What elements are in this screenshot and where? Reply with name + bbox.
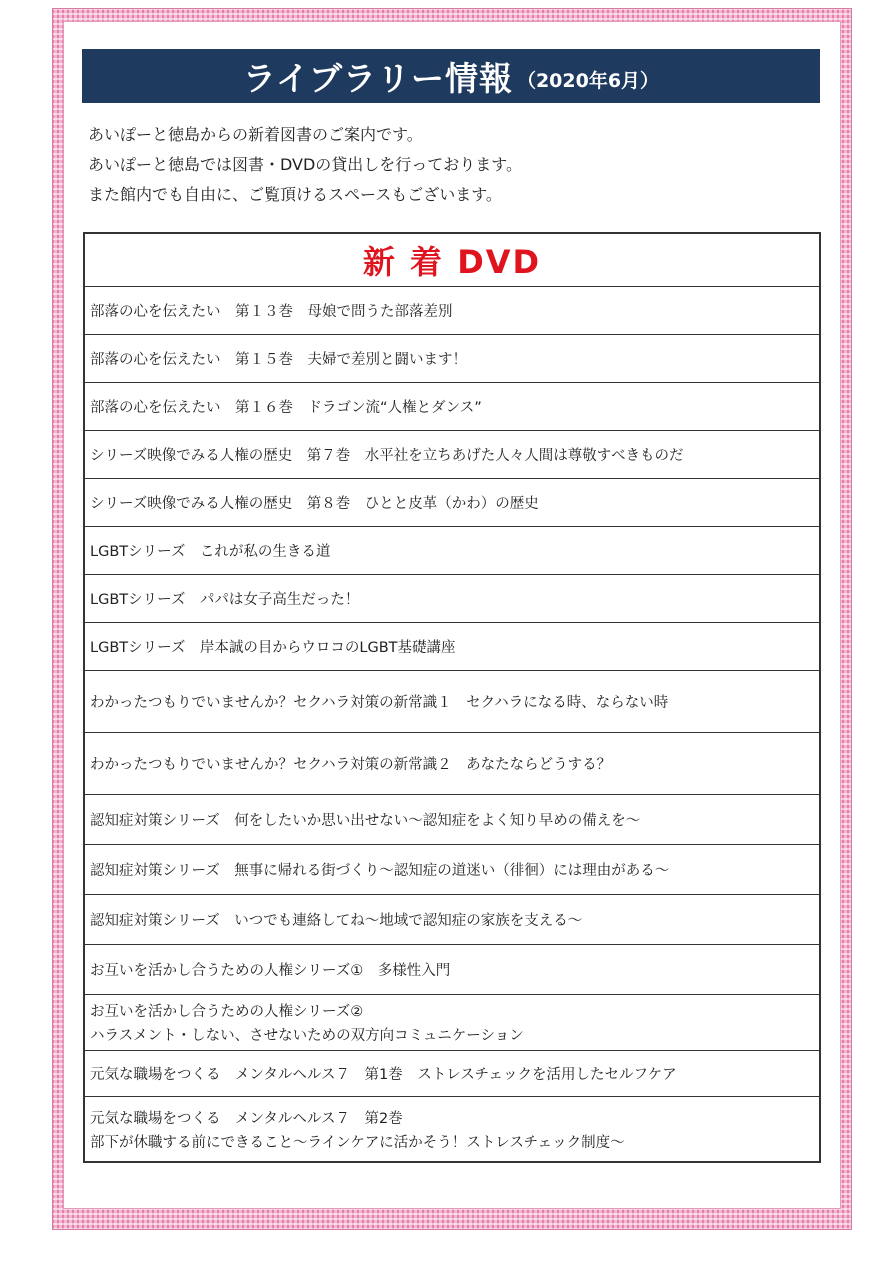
table-row	[85, 733, 819, 795]
table-row	[85, 383, 819, 431]
table-row	[85, 1051, 819, 1097]
dvd-title: わかったつもりでいませんか？セクハラ対策の新常識２ あなたならどうする？	[90, 757, 612, 773]
dvd-title: LGBTシリーズ 岸本誠の目からウロコのLGBT基礎講座	[90, 640, 456, 656]
dvd-title: シリーズ映像でみる人権の歴史 第８巻 ひとと皮革（かわ）の歴史	[90, 496, 539, 512]
table-row	[85, 527, 819, 575]
dvd-title: 認知症対策シリーズ 何をしたいか思い出せない～認知症をよく知り早めの備えを～	[90, 813, 641, 829]
table-row	[85, 945, 819, 995]
intro-line: あいぽーと徳島では図書・DVDの貸出しを行っております。	[88, 155, 523, 174]
new-dvd-table	[83, 232, 821, 1163]
dvd-subtitle: 部下が休職する前にできること～ラインケアに活かそう！ストレスチェック制度～	[90, 1134, 625, 1151]
dvd-title: 認知症対策シリーズ 無事に帰れる街づくり～認知症の道迷い（徘徊）には理由がある～	[90, 863, 670, 879]
page-date: （2020年6月）	[516, 69, 660, 92]
dvd-title: わかったつもりでいませんか？セクハラ対策の新常識１ セクハラになる時、ならない時	[90, 695, 669, 711]
dvd-title: 部落の心を伝えたい 第１３巻 母娘で問うた部落差別	[90, 304, 453, 320]
dvd-title: LGBTシリーズ パパは女子高生だった！	[90, 592, 360, 608]
table-row	[85, 479, 819, 527]
table-row	[85, 335, 819, 383]
dvd-title: 元気な職場をつくる メンタルヘルス７ 第2巻	[90, 1110, 403, 1127]
intro-line: あいぽーと徳島からの新着図書のご案内です。	[88, 125, 423, 144]
table-row	[85, 671, 819, 733]
dvd-title: お互いを活かし合うための人権シリーズ① 多様性入門	[90, 963, 451, 979]
table-row	[85, 795, 819, 845]
intro-line: また館内でも自由に、ご覧頂けるスペースもございます。	[88, 185, 502, 204]
dvd-title: LGBTシリーズ これが私の生きる道	[90, 544, 331, 560]
intro-text	[88, 120, 818, 210]
table-row	[85, 287, 819, 335]
table-row	[85, 1097, 819, 1161]
table-row	[85, 995, 819, 1051]
table-heading: 新 着 DVD	[85, 234, 819, 287]
dvd-title: 部落の心を伝えたい 第１５巻 夫婦で差別と闘います！	[90, 352, 467, 368]
dvd-title: 認知症対策シリーズ いつでも連絡してね～地域で認知症の家族を支える～	[90, 913, 583, 929]
dvd-title: 元気な職場をつくる メンタルヘルス７ 第1巻 ストレスチェックを活用したセルフケア	[90, 1067, 677, 1083]
table-row	[85, 895, 819, 945]
table-row	[85, 575, 819, 623]
dvd-title: お互いを活かし合うための人権シリーズ②	[90, 1004, 364, 1020]
table-row	[85, 431, 819, 479]
dvd-title: シリーズ映像でみる人権の歴史 第７巻 水平社を立ちあげた人々人間は尊敬すべきものだ	[90, 448, 684, 464]
dvd-title: 部落の心を伝えたい 第１６巻 ドラゴン流“人権とダンス”	[90, 400, 482, 416]
page-title: ライブラリー情報	[242, 58, 513, 98]
table-row	[85, 845, 819, 895]
page-title-bar	[82, 49, 820, 103]
table-row	[85, 623, 819, 671]
dvd-subtitle: ハラスメント・しない、させないための双方向コミュニケーション	[90, 1028, 524, 1044]
